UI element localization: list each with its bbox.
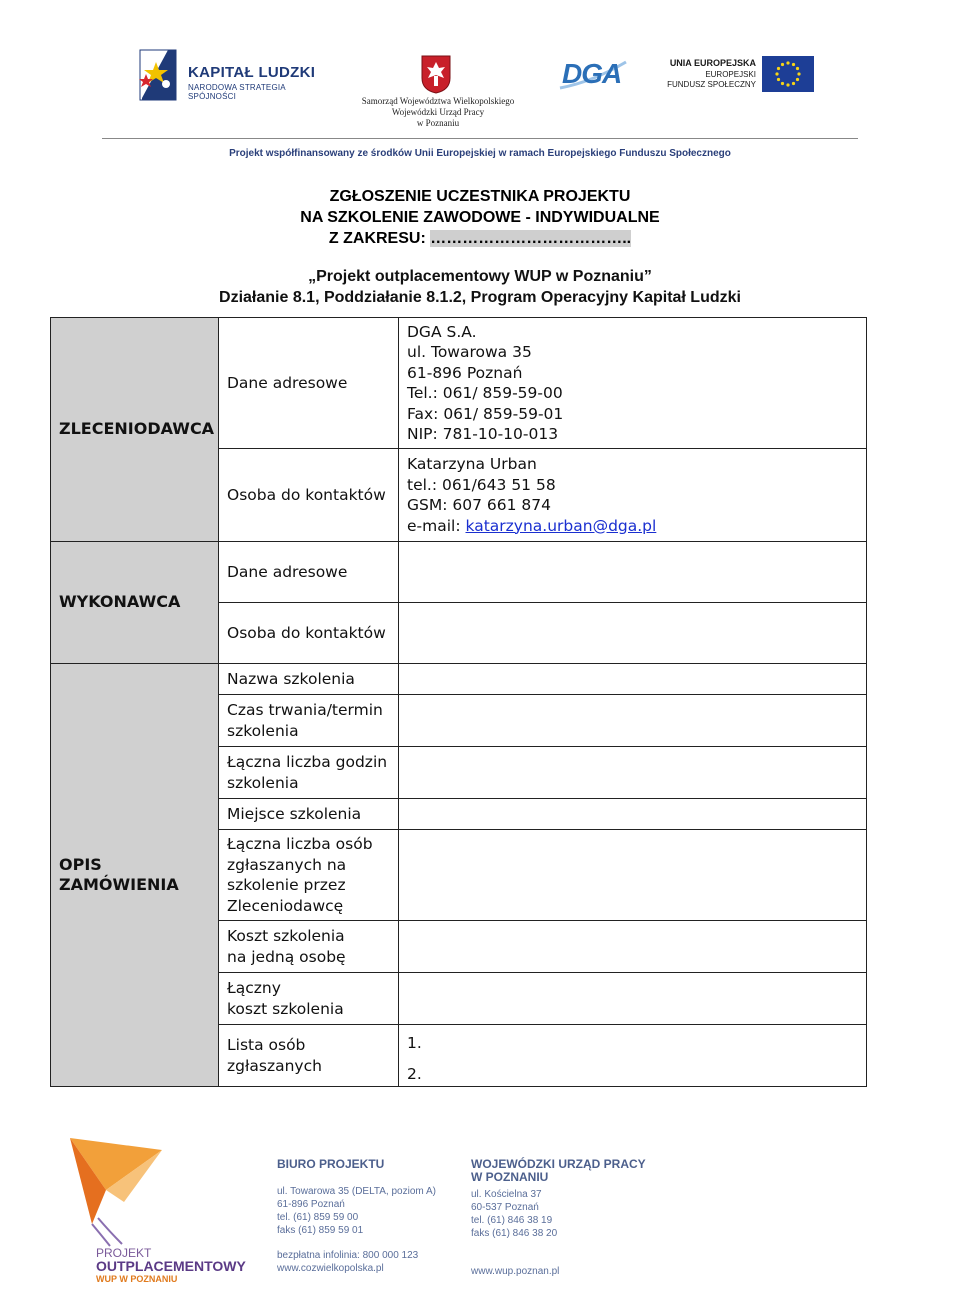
footer-brand-line1: PROJEKT xyxy=(96,1246,152,1260)
kapital-ludzki-title: KAPITAŁ LUDZKI xyxy=(188,64,316,81)
biuro-heading: BIURO PROJEKTU xyxy=(277,1157,385,1171)
title-line3 xyxy=(0,228,960,249)
eu-line2: EUROPEJSKI xyxy=(705,70,756,79)
contact-line: tel.: 061/643 51 58 xyxy=(407,475,556,494)
email-link[interactable]: katarzyna.urban@dga.pl xyxy=(465,516,657,535)
samorzad-text xyxy=(358,96,518,129)
wup-heading-line1: WOJEWÓDZKI URZĄD PRACY xyxy=(471,1157,646,1171)
email-prefix: e-mail: xyxy=(407,516,466,535)
biuro-line: ul. Towarowa 35 (DELTA, poziom A) xyxy=(277,1186,436,1197)
label-line: Łączna liczba osób xyxy=(227,835,373,853)
eu-line1: UNIA EUROPEJSKA xyxy=(669,58,756,68)
biuro-line: tel. (61) 859 59 00 xyxy=(277,1212,359,1223)
header-divider xyxy=(102,138,858,139)
table-row xyxy=(51,542,867,603)
label-line: zgłaszanych na xyxy=(227,855,347,874)
samorzad-logo xyxy=(358,54,518,132)
wup-line: faks (61) 846 38 20 xyxy=(471,1228,558,1239)
wykonawca-address-label: Dane adresowe xyxy=(219,542,399,603)
footer-brand-line3: WUP W POZNANIU xyxy=(96,1274,178,1284)
cofinance-note: Projekt współfinansowany ze środków Unii Europejskiej w ramach Europejskiego Funduszu Społecznego xyxy=(229,148,731,159)
wup-line: 60-537 Poznań xyxy=(471,1202,539,1213)
label-line: zgłaszanych xyxy=(227,1056,322,1075)
label-line: szkolenia xyxy=(227,721,299,740)
koszt-laczny-field[interactable] xyxy=(399,973,867,1025)
footer-biuro-projektu xyxy=(277,1158,436,1275)
label-line: Czas trwania/termin xyxy=(227,701,383,719)
outplacement-logo xyxy=(58,1128,248,1288)
section-wykonawca: WYKONAWCA xyxy=(51,542,219,664)
biuro-infolinia: bezpłatna infolinia: 800 000 123 xyxy=(277,1250,419,1261)
label-line: Miejsce szkolenia xyxy=(227,804,362,823)
label-line: Koszt szkolenia xyxy=(227,927,345,945)
paper-plane-icon xyxy=(62,1128,172,1248)
label-line: Nazwa szkolenia xyxy=(227,669,355,688)
kapital-ludzki-logo xyxy=(138,46,328,106)
address-line: NIP: 781-10-10-013 xyxy=(407,425,559,443)
eagle-crest-icon xyxy=(420,54,452,94)
document-title xyxy=(0,186,960,249)
biuro-www-link[interactable]: www.cozwielkopolska.pl xyxy=(277,1263,384,1274)
title-line1: ZGŁOSZENIE UCZESTNIKA PROJEKTU xyxy=(329,188,631,205)
zleceniodawca-contact-value xyxy=(399,449,867,542)
liczba-godzin-label xyxy=(219,747,399,799)
kapital-ludzki-subtitle: NARODOWA STRATEGIA SPÓJNOŚCI xyxy=(188,83,286,101)
samorzad-line: Samorząd Województwa Wielkopolskiego xyxy=(361,96,515,106)
lista-osob-label xyxy=(219,1025,399,1087)
zakres-blank[interactable]: ……………………………….. xyxy=(430,230,632,247)
wykonawca-contact-label: Osoba do kontaktów xyxy=(219,603,399,664)
title-line2: NA SZKOLENIE ZAWODOWE - INDYWIDUALNE xyxy=(300,209,660,226)
czas-trwania-field[interactable] xyxy=(399,695,867,747)
address-line: ul. Towarowa 35 xyxy=(407,343,532,361)
address-line: Tel.: 061/ 859-59-00 xyxy=(407,384,563,402)
biuro-line: 61-896 Poznań xyxy=(277,1199,345,1210)
liczba-godzin-field[interactable] xyxy=(399,747,867,799)
label-line: szkolenie przez xyxy=(227,876,346,894)
eu-flag-icon xyxy=(762,56,814,92)
list-item: 1. xyxy=(407,1034,422,1052)
label-line: Łączna liczba godzin xyxy=(227,753,388,771)
biuro-line: faks (61) 859 59 01 xyxy=(277,1225,364,1236)
contact-line: GSM: 607 661 874 xyxy=(407,496,551,514)
kapital-ludzki-emblem-icon xyxy=(138,46,180,104)
section-zleceniodawca: ZLECENIODAWCA xyxy=(51,318,219,542)
liczba-osob-label xyxy=(219,830,399,921)
address-line: DGA S.A. xyxy=(407,322,477,341)
wup-www-link[interactable]: www.wup.poznan.pl xyxy=(471,1266,560,1277)
eu-line3: FUNDUSZ SPOŁECZNY xyxy=(667,80,756,89)
label-line: Zleceniodawcę xyxy=(227,896,344,915)
zleceniodawca-address-label: Dane adresowe xyxy=(219,318,399,449)
wup-heading-line2: W POZNANIU xyxy=(471,1170,549,1184)
zleceniodawca-contact-label: Osoba do kontaktów xyxy=(219,449,399,542)
address-line: 61-896 Poznań xyxy=(407,363,523,382)
wup-line: Wojewódzki Urząd Pracy xyxy=(391,107,485,117)
dga-logo xyxy=(556,56,630,92)
dga-wordmark: DGA xyxy=(562,58,622,89)
section-opis-zamowienia xyxy=(51,664,219,1087)
lista-osob-field[interactable] xyxy=(399,1025,867,1087)
zleceniodawca-address-value xyxy=(399,318,867,449)
eu-logo xyxy=(667,56,818,96)
poznan-line: w Poznaniu xyxy=(416,118,460,128)
koszt-osoba-field[interactable] xyxy=(399,921,867,973)
address-line: Fax: 061/ 859-59-01 xyxy=(407,404,564,423)
koszt-laczny-label xyxy=(219,973,399,1025)
wup-line: ul. Kościelna 37 xyxy=(471,1189,542,1200)
liczba-osob-field[interactable] xyxy=(399,830,867,921)
label-line: koszt szkolenia xyxy=(227,999,344,1018)
email-line xyxy=(407,516,858,537)
czas-trwania-label xyxy=(219,695,399,747)
project-program: Działanie 8.1, Poddziałanie 8.1.2, Program Operacyjny Kapitał Ludzki xyxy=(219,289,741,306)
wup-line: tel. (61) 846 38 19 xyxy=(471,1215,553,1226)
footer-brand-line2: OUTPLACEMENTOWY xyxy=(96,1258,246,1274)
section-opis-line1: OPIS xyxy=(59,854,102,874)
project-name: „Projekt outplacementowy WUP w Poznaniu” xyxy=(308,268,652,285)
list-item: 2. xyxy=(407,1064,422,1083)
nazwa-szkolenia-label xyxy=(219,664,399,695)
section-opis-line2: ZAMÓWIENIA xyxy=(59,875,179,894)
nazwa-szkolenia-field[interactable] xyxy=(399,664,867,695)
label-line: na jedną osobę xyxy=(227,947,346,966)
project-info xyxy=(0,266,960,308)
label-line: Lista osób xyxy=(227,1036,306,1054)
table-row xyxy=(51,318,867,449)
contact-line: Katarzyna Urban xyxy=(407,455,537,473)
table-row xyxy=(51,664,867,695)
wykonawca-contact-field[interactable] xyxy=(399,603,867,664)
miejsce-szkolenia-field[interactable] xyxy=(399,799,867,830)
label-line: szkolenia xyxy=(227,773,299,792)
koszt-osoba-label xyxy=(219,921,399,973)
application-form-table xyxy=(50,317,867,1087)
wykonawca-address-field[interactable] xyxy=(399,542,867,603)
label-line: Łączny xyxy=(227,979,281,997)
miejsce-szkolenia-label xyxy=(219,799,399,830)
zakres-label: Z ZAKRESU: xyxy=(328,230,431,247)
footer-wup xyxy=(471,1158,646,1278)
